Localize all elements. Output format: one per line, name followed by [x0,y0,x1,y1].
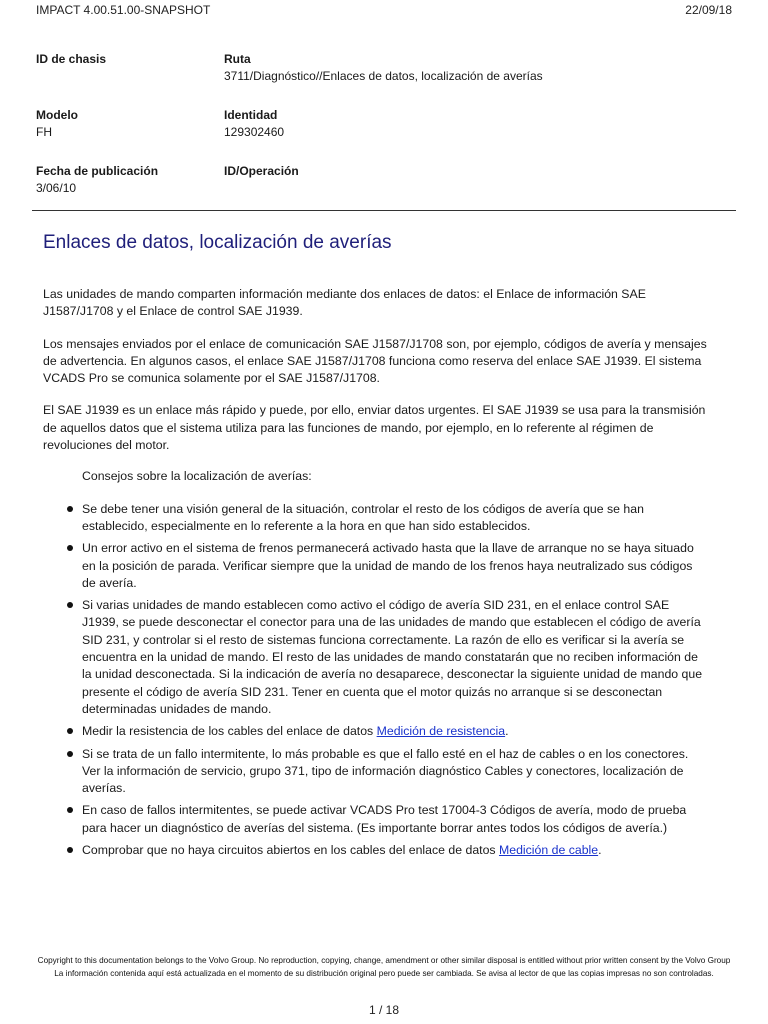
route-label: Ruta [224,52,251,66]
list-item-suffix: . [598,843,602,858]
identity-value: 129302460 [224,125,285,139]
cable-measurement-link[interactable]: Medición de cable [498,843,599,858]
resistance-measurement-link[interactable]: Medición de resistencia [376,724,506,739]
publication-date-value: 3/06/10 [36,181,77,195]
app-version: IMPACT 4.00.51.00-SNAPSHOT [36,3,211,17]
bullet-icon [67,847,73,853]
page-footer [30,955,738,979]
list-item-text: Comprobar que no haya circuitos abiertos en los cables del enlace de datos [82,843,499,858]
list-item [82,597,708,718]
chassis-id-label: ID de chasis [36,52,107,66]
model-value: FH [36,125,52,139]
list-item [82,802,708,837]
list-item-text: Un error activo en el sistema de frenos permanecerá activado hasta que la llave de arranque no se haya situado en la posición de parada. Verificar siempre que la unidad de mando de los frenos haya neutralizado sus códigos de avería. [82,541,694,590]
metadata-row [36,164,732,220]
list-item-text: Se debe tener una visión general de la situación, controlar el resto de los códigos de avería que se han establecido, especialmente en lo referente a la hora en que han sido establecidos. [82,501,644,533]
metadata-block [36,52,732,220]
list-item-suffix: . [505,724,509,739]
identity-label: Identidad [224,108,278,122]
document-title: Enlaces de datos, localización de averías [43,232,392,253]
list-item-text: Medir la resistencia de los cables del enlace de datos [82,724,377,739]
tips-intro: Consejos sobre la localización de averías: [82,469,312,484]
list-item-text: En caso de fallos intermitentes, se puede activar VCADS Pro test 17004-3 Códigos de avería, modo de prueba para hacer un diagnóstico de averías del sistema. (Es importante borrar antes todos los códigos de avería.) [82,803,687,835]
body-paragraph: Las unidades de mando comparten información mediante dos enlaces de datos: el Enlace de información SAE J1587/J1708 y el Enlace de control SAE J1939. [43,287,646,319]
document-body [43,286,708,864]
page-number: 1 / 18 [368,1003,400,1017]
body-paragraph: El SAE J1939 es un enlace más rápido y puede, por ello, enviar datos urgentes. El SAE J1939 se usa para la transmisión de aquellos datos que el sistema utiliza para las funciones de mando, por ejemplo, en lo referente al régimen de revoluciones del motor. [43,403,706,453]
model-label: Modelo [36,108,78,122]
list-item-text: Si se trata de un fallo intermitente, lo más probable es que el fallo esté en el haz de cables o en los conectores. Ver la información de servicio, grupo 371, tipo de información diagnóstico Cables y conectores, localización de averías. [82,746,689,796]
tips-list [82,501,708,860]
list-item [82,842,708,859]
operation-id-label: ID/Operación [224,164,299,178]
list-item [82,501,708,536]
update-notice: La información contenida aquí está actualizada en el momento de su distribución original pero puede ser cambiada. Se avisa al lector de que las copias impresas no son controladas. [54,969,714,978]
body-paragraph: Los mensajes enviados por el enlace de comunicación SAE J1587/J1708 son, por ejemplo, códigos de avería y mensajes de advertencia. En algunos casos, el enlace SAE J1587/J1708 funciona como reserva del enlace SAE J1939. El sistema VCADS Pro se comunica solamente por el SAE J1587/J1708. [43,336,707,386]
header-divider [32,210,736,211]
bullet-icon [67,728,73,734]
publication-date-label: Fecha de publicación [36,164,159,178]
route-value: 3711/Diagnóstico//Enlaces de datos, localización de averías [224,69,543,83]
bullet-icon [67,545,73,551]
bullet-icon [67,602,73,608]
list-item [82,723,708,740]
metadata-row [36,52,732,108]
bullet-icon [67,807,73,813]
troubleshooting-tips [82,468,708,859]
list-item [82,540,708,592]
list-item [82,746,708,798]
bullet-icon [67,751,73,757]
print-date: 22/09/18 [685,3,732,17]
metadata-row [36,108,732,164]
list-item-text: Si varias unidades de mando establecen como activo el código de avería SID 231, en el enlace control SAE J1939, se puede desconectar el conector para una de las unidades de mando que establecen el código de avería SID 231, y controlar si el resto de sistemas funciona correctamente. La razón de ello es verificar si la avería se encuentra en la unidad de mando. El resto de las unidades de mando constatarán que no reciben información de la unidad desconectada. Si la indicación de avería no desaparece, desconectar la siguiente unidad de mando que presente el código de avería SID 231. Tener en cuenta que el motor quizás no arranque si se desconectan determinadas unidades de mando. [82,598,703,716]
bullet-icon [67,506,73,512]
copyright-notice: Copyright to this documentation belongs to the Volvo Group. No reproduction, copying, change, amendment or other similar disposal is entitled without prior written consent by the Volvo Group [37,956,731,965]
